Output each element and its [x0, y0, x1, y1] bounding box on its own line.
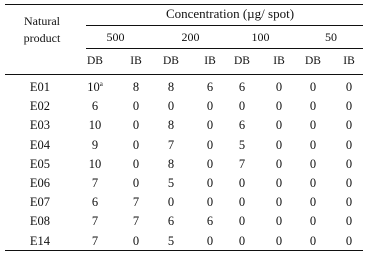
- value-text: 5: [238, 137, 246, 152]
- value-cell: [159, 156, 183, 172]
- value-cell: [198, 156, 222, 172]
- value-cell: [230, 98, 254, 114]
- subheader-rule: [86, 48, 363, 49]
- value-cell: [198, 79, 222, 95]
- value-text: 0: [206, 195, 214, 210]
- value-cell: [159, 194, 183, 210]
- value-text: 0: [345, 118, 353, 133]
- value-cell: [159, 137, 183, 153]
- column-subheader: DB: [305, 55, 321, 67]
- value-cell: [301, 137, 325, 153]
- value-cell: [301, 194, 325, 210]
- value-text: 0: [238, 176, 246, 190]
- column-subheader: DB: [234, 55, 250, 67]
- value-text: 0: [309, 99, 317, 114]
- value-text: 6: [91, 99, 99, 114]
- row-header-line2: product: [23, 31, 61, 45]
- value-text: 0: [309, 137, 317, 152]
- value-cell: [83, 194, 107, 210]
- value-cell: [230, 79, 254, 95]
- value-text: 0: [206, 99, 214, 114]
- value-text: 0: [345, 137, 353, 152]
- value-cell: [159, 98, 183, 114]
- value-text: 0: [132, 233, 140, 248]
- value-cell: [301, 213, 325, 229]
- value-text: 0: [275, 118, 283, 133]
- value-cell: [159, 233, 183, 249]
- value-text: 6: [167, 214, 175, 229]
- value-text: 0: [309, 195, 317, 210]
- value-cell: [337, 98, 361, 114]
- product-cell: E05: [29, 156, 51, 171]
- value-text: 0: [206, 118, 214, 133]
- column-subheader: IB: [130, 55, 142, 67]
- value-cell: [337, 117, 361, 133]
- value-text: 0: [206, 176, 214, 190]
- product-cell: E06: [29, 176, 51, 190]
- value-text: 0: [167, 99, 175, 114]
- value-cell: [198, 175, 222, 191]
- value-text: 8: [167, 156, 175, 171]
- footnote-marker: a: [99, 79, 103, 88]
- value-cell: [124, 117, 148, 133]
- value-text: 8: [167, 118, 175, 133]
- value-cell: [159, 213, 183, 229]
- value-text: 7: [91, 176, 99, 190]
- value-text: 0: [345, 80, 353, 94]
- value-text: 5: [167, 176, 175, 190]
- value-cell: [124, 79, 148, 95]
- value-text: 0: [275, 214, 283, 229]
- value-cell: [337, 194, 361, 210]
- value-text: 0: [309, 80, 317, 94]
- value-text: 0: [275, 195, 283, 210]
- value-cell: [198, 194, 222, 210]
- value-text: 0: [238, 195, 246, 210]
- value-text: 10: [87, 80, 100, 94]
- value-cell: [230, 156, 254, 172]
- value-cell: [301, 156, 325, 172]
- value-text: 7: [132, 214, 140, 229]
- product-cell: E03: [29, 118, 51, 133]
- value-cell: [301, 79, 325, 95]
- value-cell: [198, 98, 222, 114]
- value-text: 8: [167, 80, 175, 94]
- value-text: 0: [309, 214, 317, 229]
- concentration-rule: [86, 25, 363, 26]
- column-subheader: IB: [273, 55, 285, 67]
- product-cell: E07: [29, 195, 51, 210]
- value-cell: [267, 98, 291, 114]
- value-text: 0: [132, 137, 140, 152]
- value-cell: [83, 98, 107, 114]
- value-text: 0: [275, 137, 283, 152]
- value-cell: [337, 213, 361, 229]
- value-cell: [230, 175, 254, 191]
- value-cell: [198, 137, 222, 153]
- product-cell: E04: [29, 137, 51, 152]
- value-text: 0: [345, 214, 353, 229]
- value-text: 0: [275, 176, 283, 190]
- value-cell: [124, 98, 148, 114]
- value-cell: [198, 233, 222, 249]
- value-cell: [230, 194, 254, 210]
- value-text: 0: [275, 99, 283, 114]
- value-text: 7: [238, 156, 246, 171]
- value-cell: [83, 156, 107, 172]
- column-subheader: IB: [204, 55, 216, 67]
- column-subheader: DB: [87, 55, 103, 67]
- header-bottom-rule: [5, 74, 363, 75]
- value-text: 10: [88, 156, 102, 171]
- value-text: 0: [345, 233, 353, 248]
- value-text: 6: [91, 195, 99, 210]
- value-cell: [124, 194, 148, 210]
- value-text: 0: [345, 195, 353, 210]
- bottom-rule: [5, 250, 363, 251]
- product-cell: E08: [29, 214, 51, 229]
- value-cell: [267, 175, 291, 191]
- value-cell: [83, 233, 107, 249]
- value-cell: [337, 79, 361, 95]
- value-text: 7: [132, 195, 140, 210]
- product-cell: E02: [29, 99, 51, 114]
- value-cell: [230, 233, 254, 249]
- value-cell: [337, 175, 361, 191]
- column-subheader: IB: [343, 55, 355, 67]
- value-text: 0: [132, 99, 140, 114]
- value-cell: [159, 117, 183, 133]
- value-cell: [301, 233, 325, 249]
- value-cell: [83, 213, 107, 229]
- value-text: 0: [309, 156, 317, 171]
- value-text: 5: [167, 233, 175, 248]
- value-cell: [301, 98, 325, 114]
- value-text: 7: [167, 137, 175, 152]
- value-text: 0: [275, 80, 283, 94]
- value-cell: [337, 233, 361, 249]
- value-cell: [124, 213, 148, 229]
- value-text: 8: [132, 80, 140, 94]
- value-text: 6: [238, 80, 246, 94]
- value-cell: [301, 175, 325, 191]
- value-cell: [159, 79, 183, 95]
- value-cell: [83, 117, 107, 133]
- value-cell: [267, 233, 291, 249]
- group-header: Concentration (µg/ spot): [165, 6, 295, 21]
- value-text: 0: [345, 99, 353, 114]
- value-cell: [337, 137, 361, 153]
- value-cell: [267, 137, 291, 153]
- value-text: 0: [132, 118, 140, 133]
- value-cell: [267, 117, 291, 133]
- value-cell: [83, 137, 107, 153]
- value-cell: [124, 175, 148, 191]
- value-text: 0: [238, 99, 246, 114]
- value-text: 7: [91, 214, 99, 229]
- value-text: 0: [309, 118, 317, 133]
- value-text: 0: [206, 233, 214, 248]
- value-text: 10: [88, 118, 102, 133]
- value-text: 0: [206, 156, 214, 171]
- value-cell: [124, 156, 148, 172]
- value-cell: [267, 213, 291, 229]
- value-text: 6: [206, 80, 214, 94]
- value-cell: [124, 137, 148, 153]
- column-subheader: DB: [163, 55, 179, 67]
- value-text: 0: [132, 176, 140, 190]
- value-cell: [267, 79, 291, 95]
- value-cell: [198, 117, 222, 133]
- value-text: 0: [238, 214, 246, 229]
- value-text: 0: [309, 176, 317, 190]
- value-text: 0: [167, 195, 175, 210]
- row-header-line1: Natural: [24, 14, 60, 28]
- value-text: 6: [238, 118, 246, 133]
- value-text: 0: [345, 156, 353, 171]
- value-cell: [83, 79, 107, 95]
- value-text: 0: [309, 233, 317, 248]
- value-cell: [230, 137, 254, 153]
- product-cell: E01: [29, 80, 51, 94]
- value-cell: [337, 156, 361, 172]
- value-text: 0: [238, 233, 246, 248]
- concentration-header: 100: [251, 30, 270, 44]
- value-cell: [267, 194, 291, 210]
- value-text: 0: [275, 156, 283, 171]
- value-text: 0: [275, 233, 283, 248]
- value-text: 7: [91, 233, 99, 248]
- value-cell: [124, 233, 148, 249]
- value-cell: [159, 175, 183, 191]
- value-text: 9: [91, 137, 99, 152]
- concentration-header: 500: [106, 30, 125, 44]
- value-text: 0: [345, 176, 353, 190]
- value-cell: [230, 117, 254, 133]
- value-text: 6: [206, 214, 214, 229]
- value-cell: [267, 156, 291, 172]
- concentration-header: 200: [181, 30, 200, 44]
- value-text: 0: [206, 137, 214, 152]
- value-cell: [230, 213, 254, 229]
- value-cell: [301, 117, 325, 133]
- value-cell: [198, 213, 222, 229]
- concentration-header: 50: [325, 30, 337, 44]
- product-cell: E14: [29, 233, 51, 248]
- value-text: 0: [132, 156, 140, 171]
- value-cell: [83, 175, 107, 191]
